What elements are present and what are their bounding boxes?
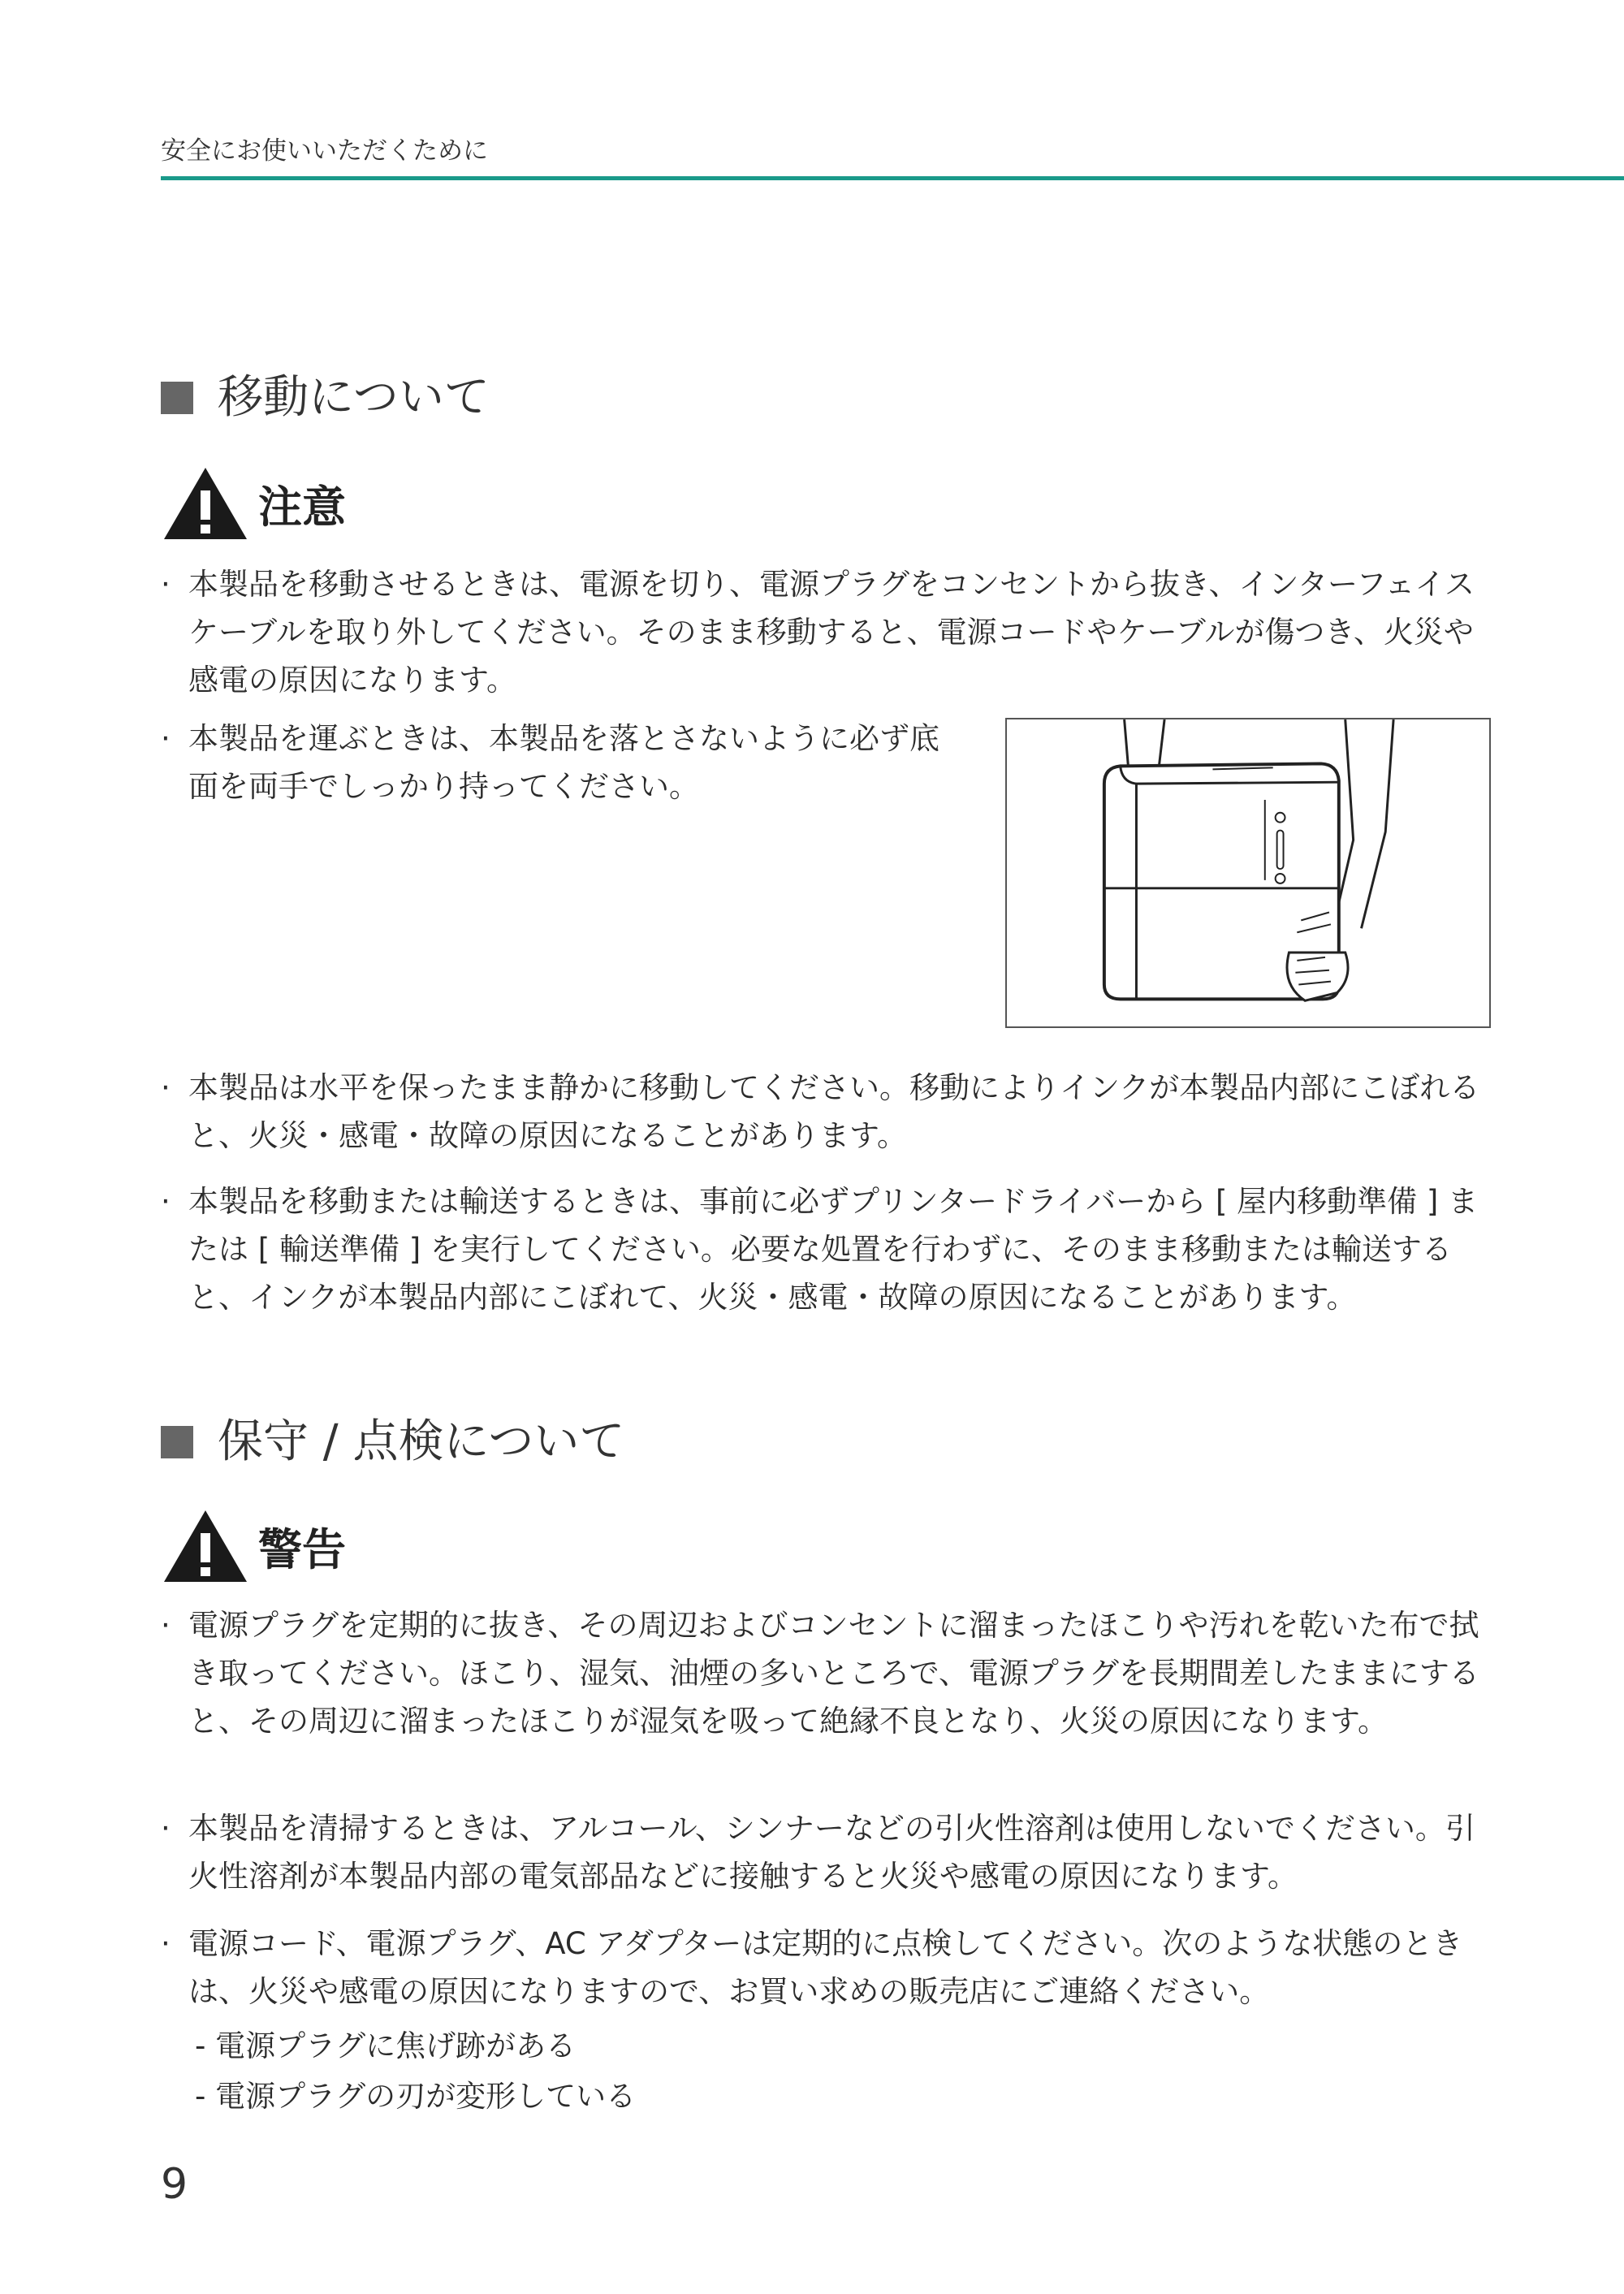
- header-rule: [161, 176, 1624, 180]
- caution-alert: [161, 464, 346, 542]
- warning-triangle-icon: [161, 1507, 250, 1585]
- caution-label: 注意: [258, 481, 346, 533]
- page-number: 9: [161, 2160, 188, 2209]
- list-item: · 電源プラグを定期的に抜き、その周辺およびコンセントに溜まったほこりや汚れを乾いた布で拭き取ってください。ほこり、湿気、油煙の多いところで、電源プラグを長期間差したままにすると、その周辺に溜まったほこりが湿気を吸って絶縁不良となり、火災の原因になります。: [161, 1601, 1492, 1745]
- warning-triangle-icon: [161, 464, 250, 542]
- list-item: · 本製品を清掃するときは、アルコール、シンナーなどの引火性溶剤は使用しないでください。引火性溶剤が本製品内部の電気部品などに接触すると火災や感電の原因になります。: [161, 1804, 1492, 1900]
- running-header: 安全にお使いいただくために: [161, 136, 488, 166]
- list-item: · 本製品を移動または輸送するときは、事前に必ずプリンタードライバーから [ 屋内移動準備 ] または [ 輸送準備 ] を実行してください。必要な処置を行わずに、そのまま移動または輸送すると、インクが本製品内部にこぼれて、火災・感電・故障の原因になることがあります。: [161, 1177, 1492, 1321]
- list-item: · 本製品を移動させるときは、電源を切り、電源プラグをコンセントから抜き、インターフェイスケーブルを取り外してください。そのまま移動すると、電源コードやケーブルが傷つき、火災や感電の原因になります。: [161, 560, 1492, 704]
- list-item: · 電源コード、電源プラグ、AC アダプターは定期的に点検してください。次のような状態のときは、火災や感電の原因になりますので、お買い求めの販売店にご連絡ください。: [161, 1920, 1492, 2015]
- section-title-moving: [161, 371, 490, 424]
- sub-list-item: - 電源プラグの刃が変形している: [195, 2079, 637, 2114]
- section-title-text: 移動について: [218, 371, 490, 424]
- section-title-text: 保守 / 点検について: [218, 1415, 625, 1468]
- section-square-icon: [161, 382, 193, 414]
- warning-label: 警告: [258, 1523, 346, 1575]
- carrying-printer-illustration: [1005, 718, 1491, 1028]
- section-title-maintenance: [161, 1415, 625, 1468]
- list-item: · 本製品は水平を保ったまま静かに移動してください。移動によりインクが本製品内部にこぼれると、火災・感電・故障の原因になることがあります。: [161, 1064, 1492, 1160]
- sub-list-item: - 電源プラグに焦げ跡がある: [195, 2028, 577, 2063]
- warning-alert: [161, 1507, 346, 1585]
- list-item: · 本製品を運ぶときは、本製品を落とさないように必ず底面を両手でしっかり持ってください。: [161, 715, 965, 810]
- section-square-icon: [161, 1426, 193, 1458]
